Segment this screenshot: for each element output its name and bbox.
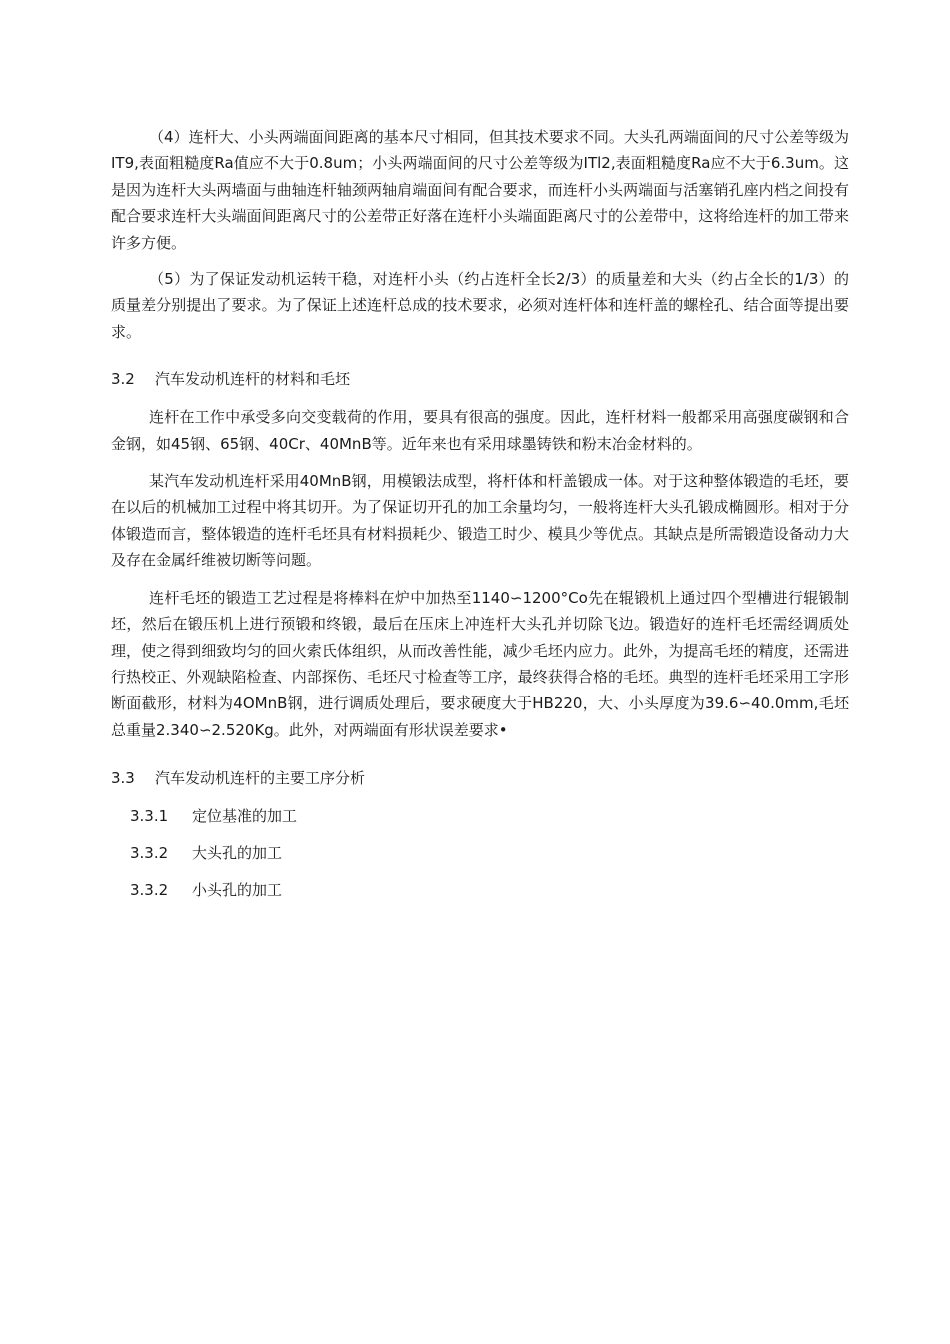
section-number: 3.2 <box>111 370 135 389</box>
subsection-3-3-2-big-hole <box>111 840 849 877</box>
section-title: 汽车发动机连杆的材料和毛坯 <box>155 370 351 389</box>
paragraph-forging: 某汽车发动机连杆采用40MnB钢，用模锻法成型，将杆体和杆盖锻成一体。对于这种整体锻造的毛坯，要在以后的机械加工过程中将其切开。为了保证切开孔的加工余量均匀，一般将连杆大头孔锻成椭圆形。相对于分体锻造而言，整体锻造的连杆毛坯具有材料损耗少、锻造工时少、模具少等优点。其缺点是所需锻造设备动力大及存在金属纤维被切断等问题。 <box>111 472 849 570</box>
subsection-3-3-1 <box>111 803 849 840</box>
subsection-title: 大头孔的加工 <box>192 844 283 863</box>
paragraph-item-5: （5）为了保证发动机运转干稳，对连杆小头（约占连杆全长2/3）的质量差和大头（约占全长的1/3）的质量差分别提出了要求。为了保证上述连杆总成的技术要求，必须对连杆体和连杆盖的螺栓孔、结合面等提出要求。 <box>111 270 849 341</box>
subsection-title: 定位基准的加工 <box>192 807 298 826</box>
paragraph-item-4: （4）连杆大、小头两端面间距离的基本尺寸相同，但其技术要求不同。大头孔两端面间的尺寸公差等级为IT9,表面粗糙度Ra值应不大于0.8um；小头两端面间的尺寸公差等级为ITl2,表面粗糙度Ra应不大于6.3um。这是因为连杆大头两墙面与曲轴连杆轴颈两轴肩端面间有配合要求，而连杆小头两端面与活塞销孔座内档之间投有配合要求连杆大头端面间距离尺寸的公差带正好落在连杆小头端面距离尺寸的公差带中，这将给连杆的加工带来许多方便。 <box>111 128 849 252</box>
subsection-number: 3.3.1 <box>130 807 169 826</box>
paragraph-forging-process: 连杆毛坯的锻造工艺过程是将棒料在炉中加热至1140∽1200°Co先在辊锻机上通过四个型槽进行辊锻制坯，然后在锻压机上进行预锻和终锻，最后在压床上冲连杆大头孔并切除飞边。锻造好的连杆毛坯需经调质处理，使之得到细致均匀的回火索氏体组织，从而改善性能，减少毛坯内应力。此外，为提高毛坯的精度，还需进行热校正、外观缺陷检查、内部探伤、毛坯尺寸检查等工序，最终获得合格的毛坯。典型的连杆毛坯采用工字形断面截形，材料为4OMnB钢，进行调质处理后，要求硬度大于HB220，大、小头厚度为39.6∽40.0mm,毛坯总重量2.340∽2.520Kg。此外，对两端面有形状误差要求• <box>111 588 849 739</box>
section-heading-3-2 <box>111 366 849 392</box>
paragraph-material: 连杆在工作中承受多向交变载荷的作用，要具有很高的强度。因此，连杆材料一般都采用高强度碳钢和合金钢，如45钢、65钢、40Cr、40MnB等。近年来也有采用球墨铸铁和粉末冶金材料的。 <box>111 408 849 453</box>
section-heading-3-3 <box>111 765 849 791</box>
subsection-number: 3.3.2 <box>130 844 169 863</box>
subsection-3-3-2-small-hole <box>111 877 849 914</box>
section-number: 3.3 <box>111 769 135 788</box>
subsection-number: 3.3.2 <box>130 881 169 900</box>
document-page <box>111 124 849 914</box>
section-title: 汽车发动机连杆的主要工序分析 <box>155 769 366 788</box>
subsection-title: 小头孔的加工 <box>192 881 283 900</box>
